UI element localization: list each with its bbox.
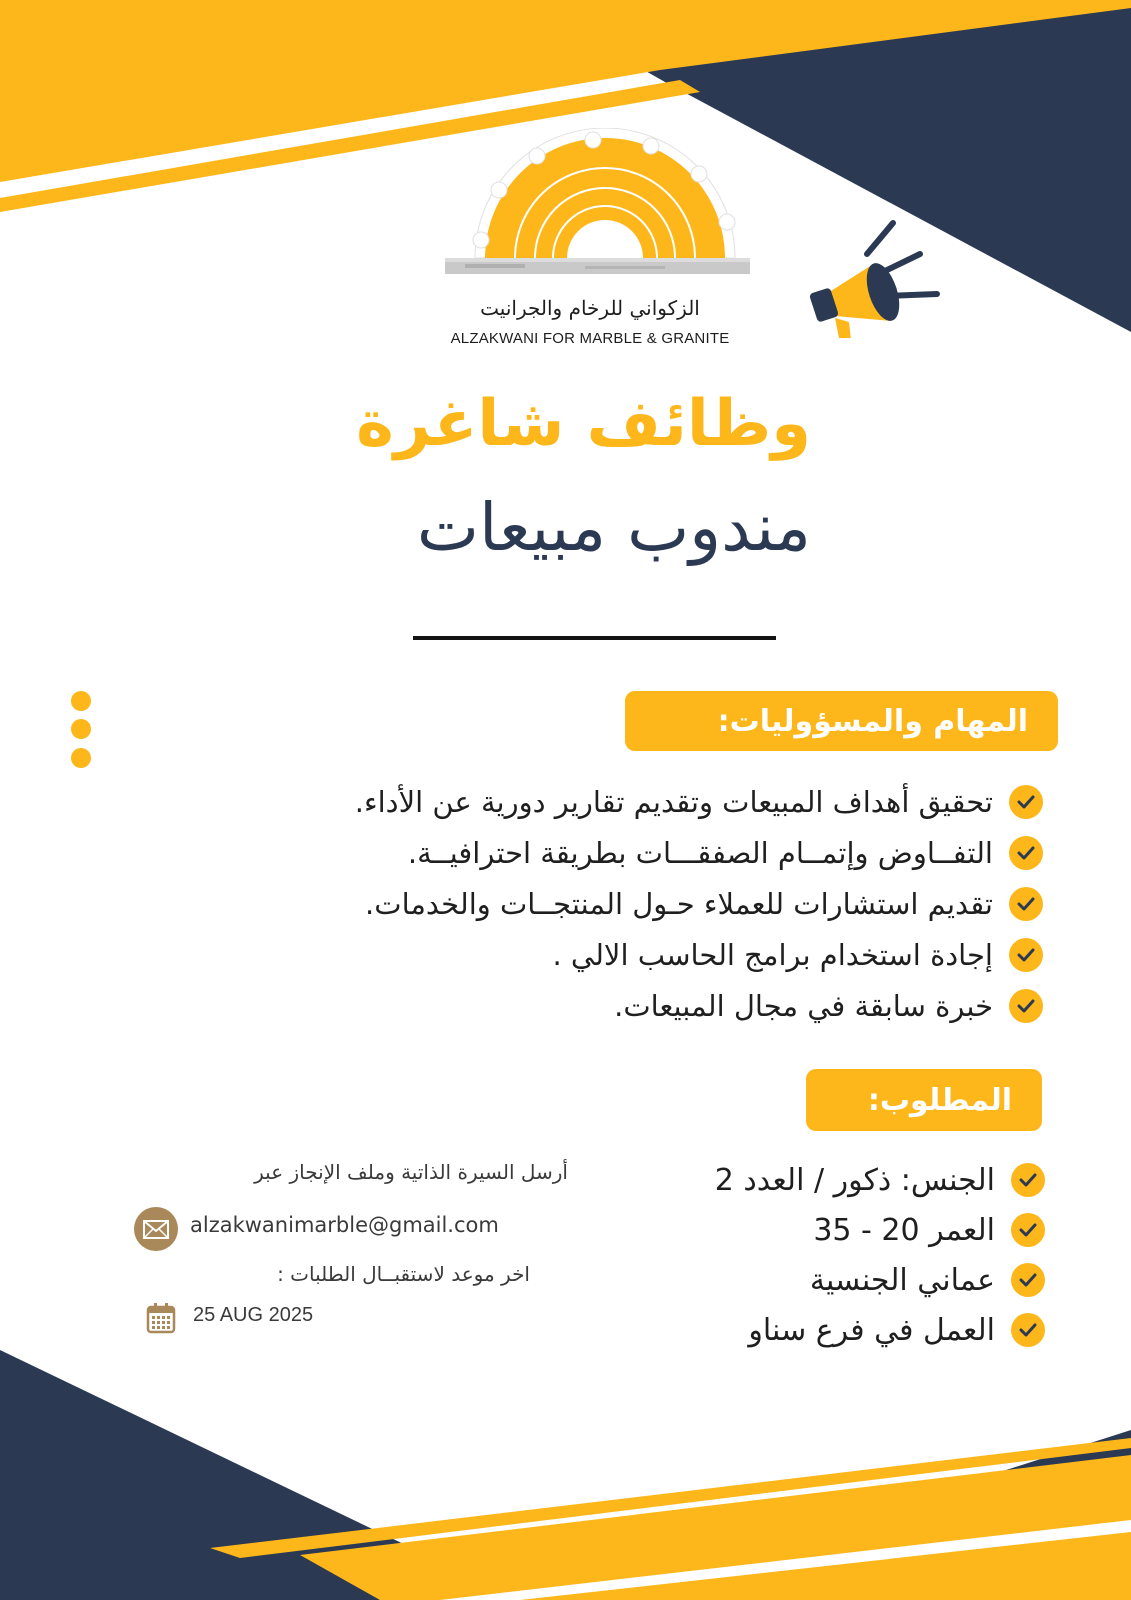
task-item (355, 776, 1043, 827)
tasks-section-title: المهام والمسؤوليات: (625, 691, 1058, 751)
task-text: إجادة استخدام برامج الحاسب الالي . (552, 937, 993, 972)
requirement-item (715, 1205, 1045, 1255)
deadline-label: اخر موعد لاستقبــال الطلبات : (277, 1262, 530, 1286)
check-icon (1009, 785, 1043, 819)
requirement-text: الجنس: ذكور / العدد 2 (714, 1162, 995, 1198)
requirement-text: العمل في فرع سناو (748, 1312, 995, 1348)
calendar-icon (146, 1302, 176, 1334)
mail-icon (134, 1207, 178, 1251)
check-icon (1011, 1263, 1045, 1297)
logo-arabic-name: الزكواني للرخام والجرانيت (480, 296, 700, 320)
task-text: خبرة سابقة في مجال المبيعات. (614, 988, 993, 1023)
requirement-item (715, 1305, 1045, 1355)
check-icon (1009, 989, 1043, 1023)
task-item (355, 878, 1043, 929)
task-item (355, 929, 1043, 980)
task-text: التفــاوض وإتمــام الصفقـــات بطريقة احترافيــة. (407, 835, 993, 870)
decor-dot (71, 691, 91, 711)
task-text: تحقيق أهداف المبيعات وتقديم تقارير دورية عن الأداء. (354, 784, 993, 819)
requirement-text: العمر 20 - 35 (813, 1212, 995, 1248)
task-item (355, 980, 1043, 1031)
job-title: مندوب مبيعات (416, 489, 811, 566)
check-icon (1011, 1213, 1045, 1247)
company-logo (445, 128, 765, 288)
requirement-item (715, 1155, 1045, 1205)
requirement-item (715, 1255, 1045, 1305)
check-icon (1009, 938, 1043, 972)
headline: وظائف شاغرة (356, 387, 811, 461)
task-item (355, 827, 1043, 878)
deadline-date: 25 AUG 2025 (193, 1304, 314, 1326)
title-divider (413, 636, 776, 640)
decor-dot (71, 719, 91, 739)
check-icon (1009, 836, 1043, 870)
requirement-text: عماني الجنسية (809, 1262, 995, 1298)
requirements-section-title: المطلوب: (806, 1069, 1042, 1131)
apply-instructions: أرسل السيرة الذاتية وملف الإنجاز عبر (254, 1160, 568, 1184)
check-icon (1009, 887, 1043, 921)
check-icon (1011, 1313, 1045, 1347)
email-link[interactable]: alzakwanimarble@gmail.com (190, 1213, 499, 1237)
requirements-list (715, 1155, 1045, 1355)
logo-english-name: ALZAKWANI FOR MARBLE & GRANITE (450, 330, 730, 347)
tasks-list (355, 776, 1043, 1031)
check-icon (1011, 1163, 1045, 1197)
task-text: تقديم استشارات للعملاء حـول المنتجــات والخدمات. (365, 886, 993, 921)
megaphone-icon (805, 218, 945, 338)
decor-dot (71, 748, 91, 768)
